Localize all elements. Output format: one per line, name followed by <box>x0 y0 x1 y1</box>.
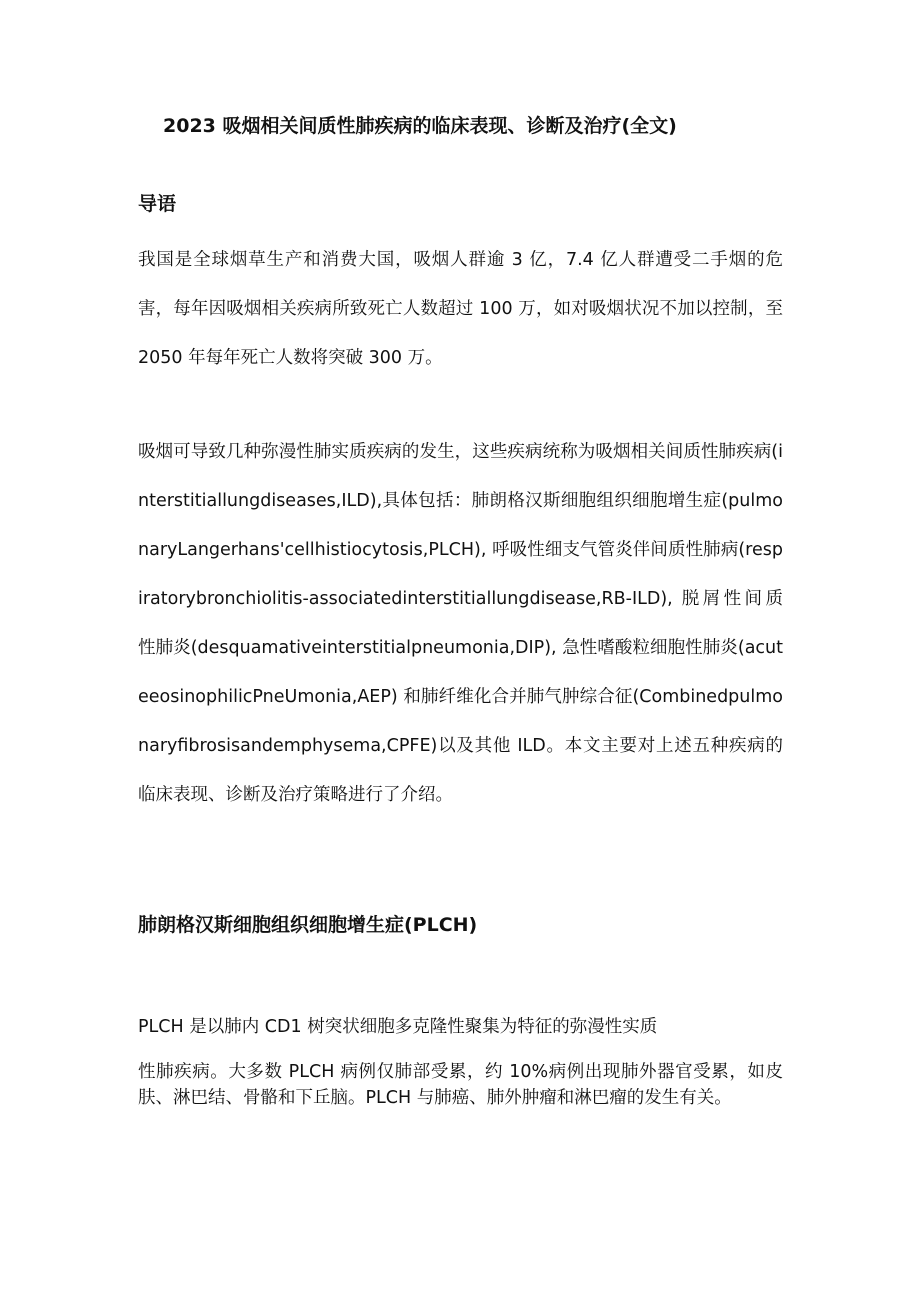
document-title: 2023 吸烟相关间质性肺疾病的临床表现、诊断及治疗(全文) <box>163 115 677 137</box>
paragraph-plch-2: 性肺疾病。大多数 PLCH 病例仅肺部受累，约 10%病例出现肺外器官受累，如皮肤、淋巴结、骨骼和下丘脑。PLCH 与肺癌、肺外肿瘤和淋巴瘤的发生有关。 <box>138 1062 783 1108</box>
section-heading-intro: 导语 <box>138 193 177 215</box>
section-heading-plch: 肺朗格汉斯细胞组织细胞增生症(PLCH) <box>138 914 478 936</box>
paragraph-plch-1: PLCH 是以肺内 CD1 树突状细胞多克隆性聚集为特征的弥漫性实质 <box>138 1017 658 1037</box>
paragraph-intro-2: 吸烟可导致几种弥漫性肺实质疾病的发生，这些疾病统称为吸烟相关间质性肺疾病(interstitiallungdiseases,ILD),具体包括：肺朗格汉斯细胞组织细胞增生症(pulmonaryLangerhans'cellhistiocytosis,PLCH), 呼吸性细支气管炎伴间质性肺病(respiratorybronchiolitis-associatedinterstitiallungdisease,RB-ILD), 脱屑性间质性肺炎(desquamativeinterstitialpneumonia,DIP), 急性嗜酸粒细胞性肺炎(acuteeosinophilicPneUmonia,AEP) 和肺纤维化合并肺气肿综合征(Combinedpulmonaryfibrosisandemphysema,CPFE)以及其他 ILD。本文主要对上述五种疾病的临床表现、诊断及治疗策略进行了介绍。 <box>138 442 783 805</box>
paragraph-intro-1: 我国是全球烟草生产和消费大国，吸烟人群逾 3 亿，7.4 亿人群遭受二手烟的危害，每年因吸烟相关疾病所致死亡人数超过 100 万，如对吸烟状况不加以控制，至 2050 年每年死亡人数将突破 300 万。 <box>138 250 783 368</box>
